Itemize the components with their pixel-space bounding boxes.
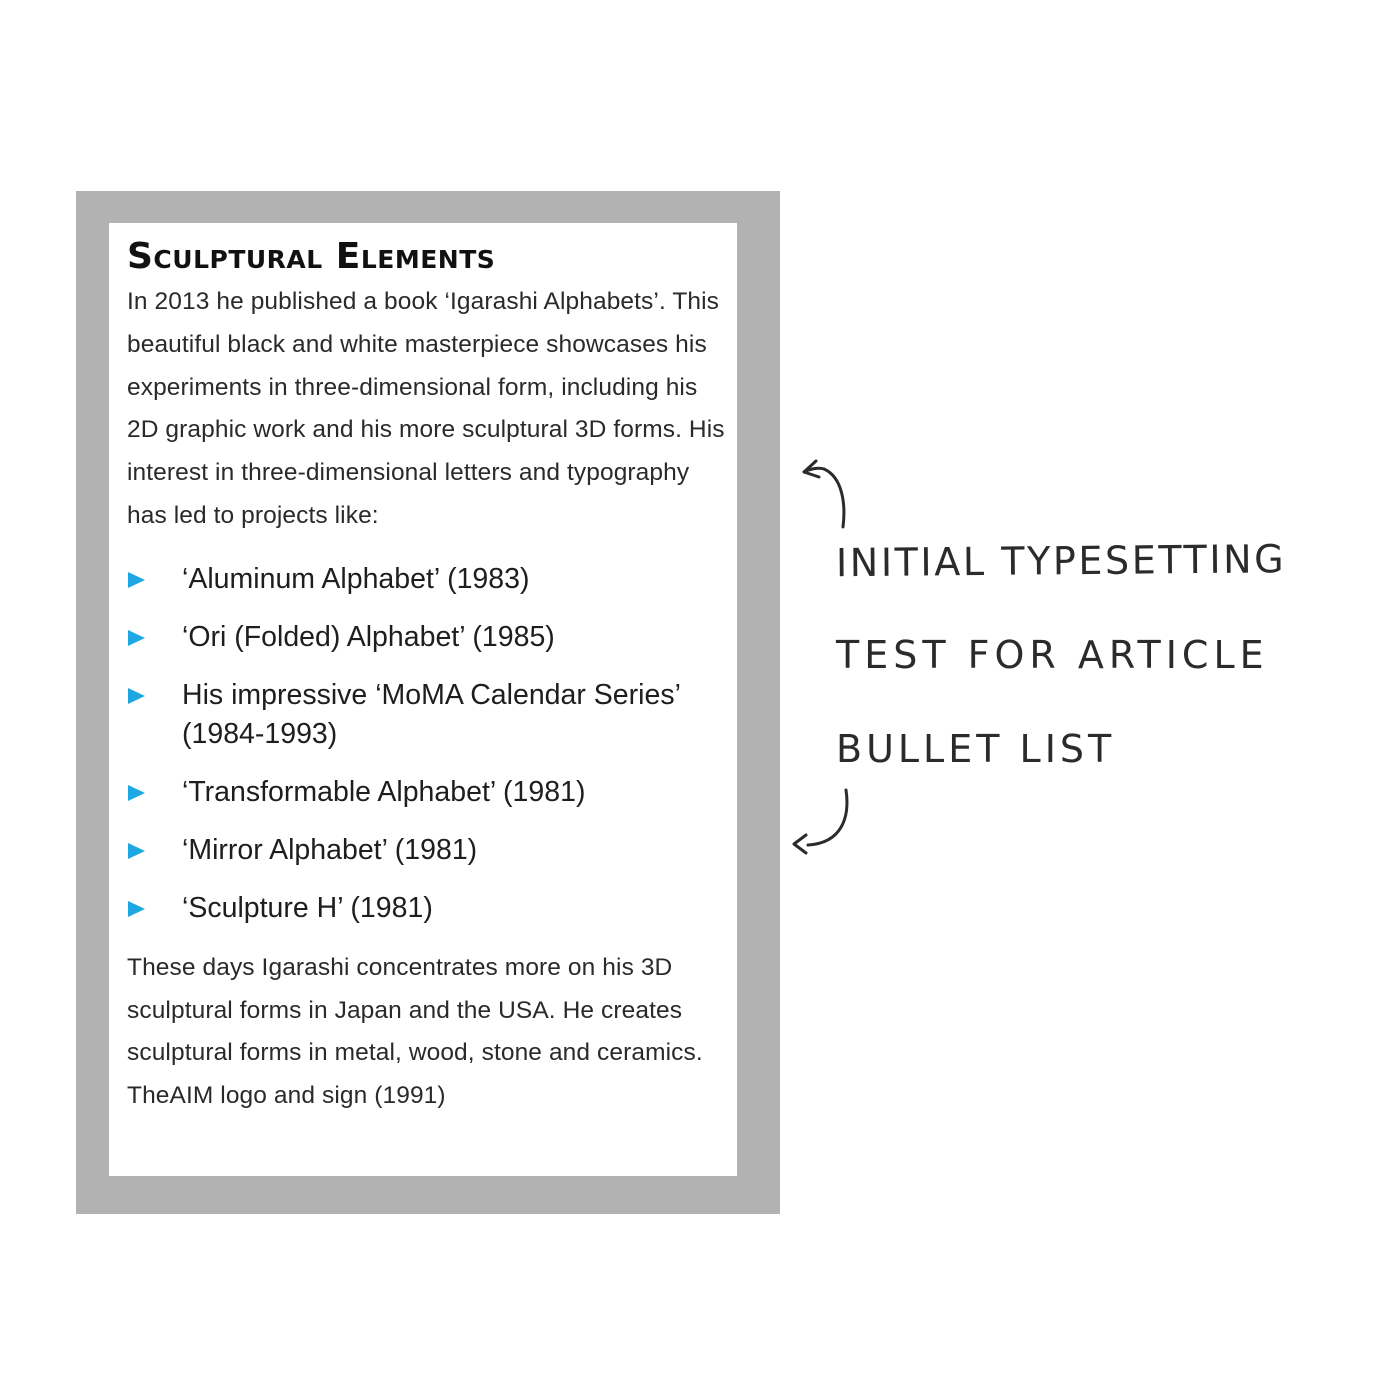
bullet-text: ‘Mirror Alphabet’ (1981) bbox=[182, 833, 478, 866]
bullet-text: ‘Aluminum Alphabet’ (1983) bbox=[182, 562, 530, 595]
outro-paragraph: These days Igarashi concentrates more on his 3D sculptural forms in Japan and the USA. He creates sculptural forms in metal, wood, stone and ceramics. TheAIM logo and sign (1991) bbox=[127, 953, 703, 1110]
article-title: Sculptural Elements bbox=[127, 236, 496, 277]
bullet-item bbox=[127, 831, 727, 870]
triangle-bullet-icon bbox=[128, 843, 145, 859]
triangle-bullet-icon bbox=[128, 572, 145, 588]
bullet-list bbox=[127, 560, 727, 928]
bullet-text: His impressive ‘MoMA Calendar Series’ (1984-1993) bbox=[182, 678, 680, 750]
bullet-text: ‘Transformable Alphabet’ (1981) bbox=[182, 775, 586, 808]
bullet-text: ‘Ori (Folded) Alphabet’ (1985) bbox=[182, 620, 555, 653]
triangle-bullet-icon bbox=[128, 630, 145, 646]
intro-paragraph: In 2013 he published a book ‘Igarashi Alphabets’. This beautiful black and white masterpiece showcases his experiments in three-dimensional form, including his 2D graphic work and his more sculptural 3D forms. His interest in three-dimensional letters and typography has led to projects like: bbox=[127, 288, 725, 529]
bullet-item bbox=[127, 676, 727, 754]
bullet-item bbox=[127, 773, 727, 812]
handwritten-annotation bbox=[790, 455, 1350, 875]
article-card bbox=[109, 223, 737, 1176]
bullet-item bbox=[127, 560, 727, 599]
bullet-item bbox=[127, 618, 727, 657]
triangle-bullet-icon bbox=[128, 688, 145, 704]
triangle-bullet-icon bbox=[128, 785, 145, 801]
bullet-text: ‘Sculpture H’ (1981) bbox=[182, 891, 433, 924]
bullet-item bbox=[127, 889, 727, 928]
triangle-bullet-icon bbox=[128, 901, 145, 917]
annotation-line: TEST FOR ARTICLE bbox=[836, 633, 1269, 677]
annotation-line: BULLET LIST bbox=[836, 727, 1116, 771]
annotation-line: INITIAL TYPESETTING bbox=[835, 536, 1287, 586]
